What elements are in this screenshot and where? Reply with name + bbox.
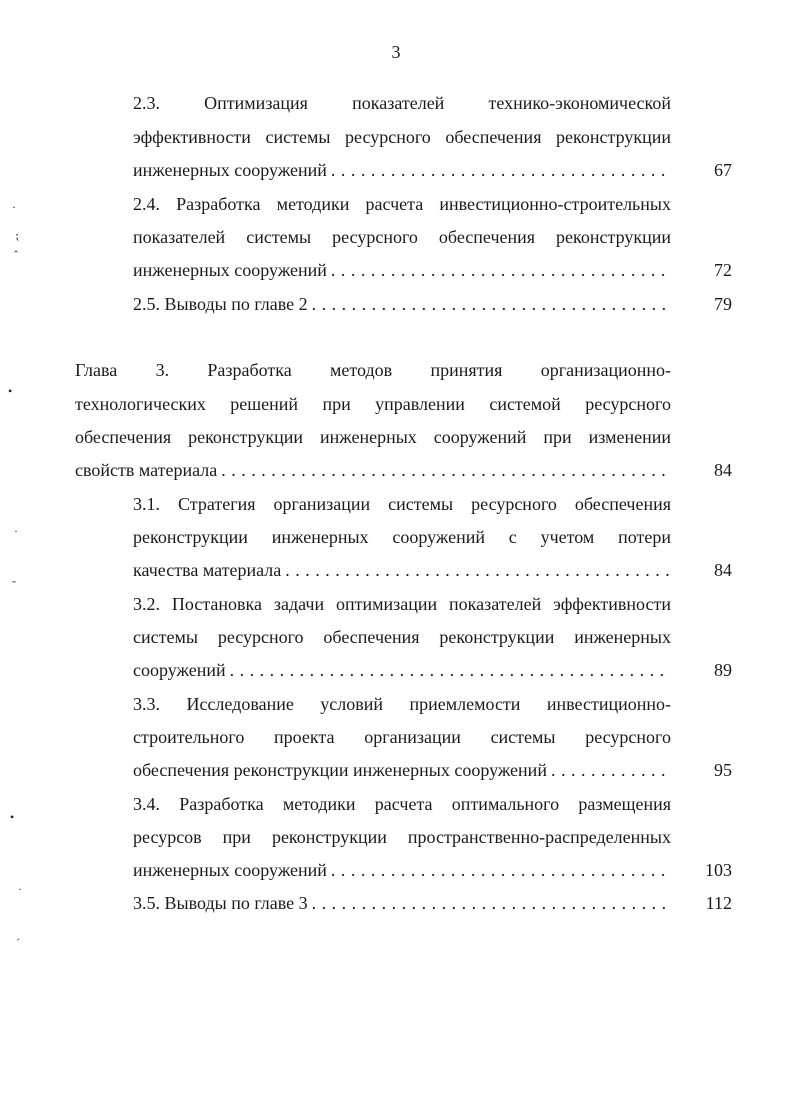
scan-speck: ⁏ bbox=[15, 228, 20, 242]
toc-line: реконструкции инженерных сооружений с учетом потери bbox=[133, 527, 671, 547]
toc-page: 89 bbox=[714, 660, 732, 680]
toc-page: 84 bbox=[714, 560, 732, 580]
toc-line: 3.2. Постановка задачи оптимизации показателей эффективности bbox=[133, 594, 671, 614]
toc-leader-line bbox=[133, 657, 671, 683]
leader-dots bbox=[308, 291, 671, 317]
toc-leader-line bbox=[133, 557, 671, 583]
leader-dots bbox=[327, 157, 671, 183]
scan-speck: • bbox=[10, 810, 15, 824]
leader-dots bbox=[547, 757, 671, 783]
toc-line: эффективности системы ресурсного обеспечения реконструкции bbox=[133, 127, 671, 147]
toc-line: 3.3. Исследование условий приемлемости инвестиционно- bbox=[133, 694, 671, 714]
toc-leader-line bbox=[133, 257, 671, 283]
toc-line: 3.4. Разработка методики расчета оптимального размещения bbox=[133, 794, 671, 814]
toc-line: свойств материала bbox=[75, 460, 218, 480]
leader-dots bbox=[281, 557, 671, 583]
leader-dots bbox=[327, 257, 671, 283]
toc-line: 2.3. Оптимизация показателей технико-экономической bbox=[133, 93, 671, 113]
toc-leader-line bbox=[75, 457, 671, 483]
toc-leader-line bbox=[133, 157, 671, 183]
toc-leader-line bbox=[133, 857, 671, 883]
scan-speck: ˆ bbox=[14, 248, 18, 262]
toc-line: 2.5. Выводы по главе 2 bbox=[133, 294, 308, 314]
toc-line: сооружений bbox=[133, 660, 226, 680]
toc-line: качества материала bbox=[133, 560, 282, 580]
toc-line: 2.4. Разработка методики расчета инвестиционно-строительных bbox=[133, 194, 671, 214]
toc-leader-line bbox=[133, 291, 671, 317]
page-number: 3 bbox=[391, 42, 401, 62]
toc-line: обеспечения реконструкции инженерных сооружений при изменении bbox=[75, 427, 671, 447]
toc-line: системы ресурсного обеспечения реконструкции инженерных bbox=[133, 627, 671, 647]
leader-dots bbox=[327, 857, 671, 883]
scan-speck: · bbox=[12, 200, 16, 214]
toc-line: показателей системы ресурсного обеспечения реконструкции bbox=[133, 227, 671, 247]
scan-speck: · bbox=[14, 524, 18, 538]
toc-line: инженерных сооружений bbox=[133, 860, 327, 880]
toc-page: 112 bbox=[705, 893, 732, 913]
toc-line: Глава 3. Разработка методов принятия организационно- bbox=[75, 360, 671, 380]
toc-page: 103 bbox=[705, 860, 732, 880]
toc-line: ресурсов при реконструкции пространственно-распределенных bbox=[133, 827, 671, 847]
leader-dots bbox=[308, 890, 671, 916]
toc-page: 95 bbox=[714, 760, 732, 780]
toc-leader-line bbox=[133, 890, 671, 916]
toc-page: 72 bbox=[714, 260, 732, 280]
toc-line: 3.1. Стратегия организации системы ресурсного обеспечения bbox=[133, 494, 671, 514]
toc-page: 84 bbox=[714, 460, 732, 480]
toc-page: 67 bbox=[714, 160, 732, 180]
toc-line: 3.5. Выводы по главе 3 bbox=[133, 893, 308, 913]
toc-page: 79 bbox=[714, 294, 732, 314]
scan-speck: ˘ bbox=[12, 578, 16, 592]
toc-leader-line bbox=[133, 757, 671, 783]
scan-speck: · bbox=[18, 882, 22, 896]
scan-speck: ˊ bbox=[16, 936, 20, 950]
toc-line: инженерных сооружений bbox=[133, 260, 327, 280]
toc-line: обеспечения реконструкции инженерных сооружений bbox=[133, 760, 547, 780]
toc-line: инженерных сооружений bbox=[133, 160, 327, 180]
scan-speck: • bbox=[8, 384, 13, 398]
leader-dots bbox=[217, 457, 671, 483]
toc-line: технологических решений при управлении системой ресурсного bbox=[75, 394, 671, 414]
toc-line: строительного проекта организации системы ресурсного bbox=[133, 727, 671, 747]
leader-dots bbox=[226, 657, 671, 683]
